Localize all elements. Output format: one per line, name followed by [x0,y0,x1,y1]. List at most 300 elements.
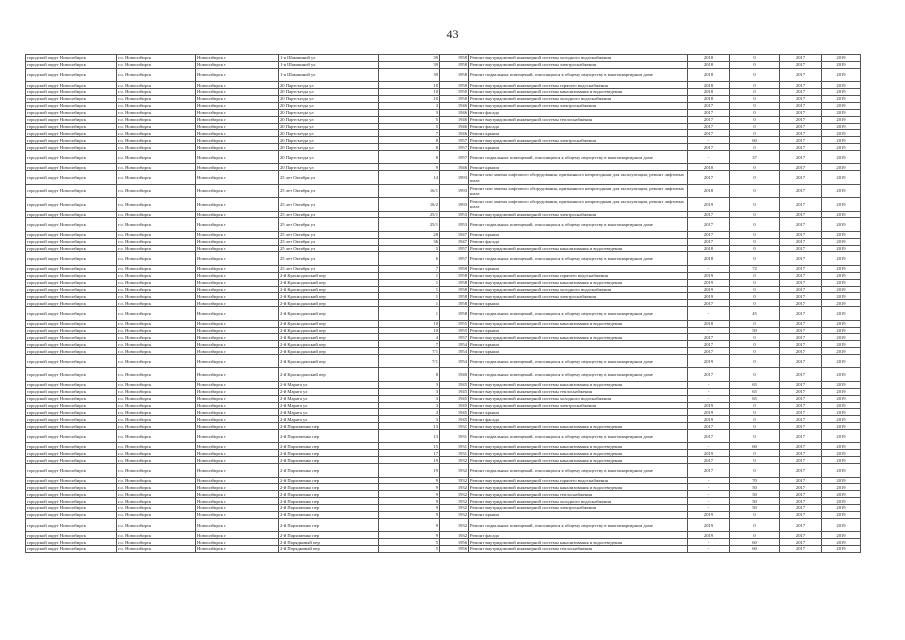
locality-cell: Новосибирск г [196,95,279,102]
period-start-cell: 2017 [780,61,822,68]
street-cell: 2-й Марата ул [279,381,379,388]
period-end-cell: 2019 [822,245,861,252]
locality-cell: Новосибирск г [196,245,279,252]
house-number-cell: 15 [379,443,440,450]
period-start-cell: 2017 [780,327,822,334]
work-type-cell: Ремонт внутридомовой инженерной системы холодного водоснабжения [469,498,688,505]
period-start-cell: 2017 [780,505,822,512]
locality-cell: Новосибирск г [196,231,279,238]
municipality-cell: г.о. Новосибирск [117,416,196,423]
period-end-cell: 2019 [822,95,861,102]
year-built-cell: 1946 [440,123,469,130]
locality-cell: Новосибирск г [196,539,279,546]
table-row [26,252,861,265]
planned-year-cell: 2017 [688,334,730,341]
table-row [26,218,861,231]
wear-percent-cell: 0 [730,245,780,252]
work-type-cell: Ремонт фасада [469,532,688,539]
locality-cell: Новосибирск г [196,82,279,89]
street-cell: 2-й Краснодонский пер [279,293,379,300]
year-built-cell: 1993 [440,184,469,197]
period-end-cell: 2019 [822,109,861,116]
municipal-district-cell: городской округ Новосибирск [26,151,117,164]
municipality-cell: г.о. Новосибирск [117,55,196,62]
period-start-cell: 2017 [780,164,822,171]
street-cell: 2-й Пархоменко пер [279,450,379,457]
table-row [26,137,861,144]
period-start-cell: 2017 [780,546,822,553]
street-cell: 25 лет Октября ул [279,238,379,245]
street-cell: 2-й Краснодонский пер [279,272,379,279]
locality-cell: Новосибирск г [196,409,279,416]
wear-percent-cell: 0 [730,293,780,300]
period-end-cell: 2019 [822,464,861,477]
house-number-cell: 1 [379,272,440,279]
municipality-cell: г.о. Новосибирск [117,231,196,238]
house-number-cell: 7 [379,265,440,272]
locality-cell: Новосибирск г [196,89,279,96]
work-type-cell: Ремонт подвальных помещений, относящихся к общему имуществу в многоквартирном доме [469,368,688,381]
period-start-cell: 2017 [780,484,822,491]
planned-year-cell: 2017 [688,238,730,245]
table-row [26,245,861,252]
work-type-cell: Ремонт внутридомовой инженерной системы канализования и водоотведения [469,334,688,341]
municipal-district-cell: городской округ Новосибирск [26,231,117,238]
street-cell: 2-й Пархоменко пер [279,532,379,539]
wear-percent-cell: 0 [730,55,780,62]
work-type-cell: Ремонт внутридомовой инженерной системы канализования и водоотведения [469,484,688,491]
street-cell: 25 лет Октября ул [279,211,379,218]
table-row [26,279,861,286]
municipality-cell: г.о. Новосибирск [117,539,196,546]
period-end-cell: 2019 [822,388,861,395]
wear-percent-cell: 0 [730,341,780,348]
planned-year-cell: - [688,539,730,546]
municipality-cell: г.о. Новосибирск [117,164,196,171]
street-cell: 20 Партсъезда ул [279,137,379,144]
street-cell: 2-й Порядковый пер [279,539,379,546]
planned-year-cell: 2019 [688,198,730,211]
table-row [26,498,861,505]
period-start-cell: 2017 [780,95,822,102]
municipal-district-cell: городской округ Новосибирск [26,144,117,151]
planned-year-cell: 2017 [688,368,730,381]
period-start-cell: 2017 [780,144,822,151]
planned-year-cell: 2017 [688,171,730,184]
street-cell: 20 Партсъезда ул [279,102,379,109]
locality-cell: Новосибирск г [196,334,279,341]
municipality-cell: г.о. Новосибирск [117,518,196,531]
table-row [26,164,861,171]
house-number-cell: 19 [379,464,440,477]
planned-year-cell: 2017 [688,130,730,137]
municipality-cell: г.о. Новосибирск [117,171,196,184]
period-start-cell: 2017 [780,198,822,211]
municipality-cell: г.о. Новосибирск [117,151,196,164]
period-end-cell: 2019 [822,341,861,348]
wear-percent-cell: 50 [730,327,780,334]
wear-percent-cell: 0 [730,89,780,96]
wear-percent-cell: 0 [730,198,780,211]
year-built-cell: 1931 [440,430,469,443]
house-number-cell: 7/1 [379,355,440,368]
year-built-cell: 1946 [440,109,469,116]
table-row [26,368,861,381]
municipal-district-cell: городской округ Новосибирск [26,130,117,137]
house-number-cell: 13 [379,423,440,430]
work-type-cell: Ремонт подвальных помещений, относящихся к общему имуществу в многоквартирном доме [469,307,688,320]
year-built-cell: 1945 [440,388,469,395]
street-cell: 2-й Пархоменко пер [279,430,379,443]
table-row [26,123,861,130]
work-type-cell: Ремонт подвальных помещений, относящихся к общему имуществу в многоквартирном доме [469,218,688,231]
municipality-cell: г.о. Новосибирск [117,511,196,518]
table-row [26,82,861,89]
municipality-cell: г.о. Новосибирск [117,95,196,102]
locality-cell: Новосибирск г [196,130,279,137]
work-type-cell: Ремонт внутридомовой инженерной системы теплоснабжения [469,491,688,498]
municipality-cell: г.о. Новосибирск [117,123,196,130]
wear-percent-cell: 0 [730,334,780,341]
planned-year-cell: 2017 [688,123,730,130]
planned-year-cell: - [688,484,730,491]
table-row [26,334,861,341]
table-row [26,293,861,300]
locality-cell: Новосибирск г [196,171,279,184]
locality-cell: Новосибирск г [196,416,279,423]
house-number-cell: 39 [379,68,440,81]
municipality-cell: г.о. Новосибирск [117,238,196,245]
street-cell: 2-й Порядковый пер [279,546,379,553]
work-type-cell: Ремонт внутридомовой инженерной системы канализования и водоотведения [469,381,688,388]
planned-year-cell: 2017 [688,300,730,307]
municipal-district-cell: городской округ Новосибирск [26,300,117,307]
municipal-district-cell: городской округ Новосибирск [26,430,117,443]
wear-percent-cell: 0 [730,61,780,68]
street-cell: 20 Партсъезда ул [279,89,379,96]
planned-year-cell: - [688,395,730,402]
table-row [26,130,861,137]
work-type-cell: Ремонт внутридомовой инженерной системы электроснабжения [469,402,688,409]
work-type-cell: Ремонт внутридомовой инженерной системы холодного водоснабжения [469,286,688,293]
locality-cell: Новосибирск г [196,423,279,430]
work-type-cell: Ремонт внутридомовой инженерной системы теплоснабжения [469,116,688,123]
period-start-cell: 2017 [780,109,822,116]
period-end-cell: 2019 [822,286,861,293]
locality-cell: Новосибирск г [196,518,279,531]
period-end-cell: 2019 [822,307,861,320]
locality-cell: Новосибирск г [196,464,279,477]
period-end-cell: 2019 [822,532,861,539]
work-type-cell: Ремонт внутридомовой инженерной системы канализования и водоотведения [469,423,688,430]
locality-cell: Новосибирск г [196,286,279,293]
municipality-cell: г.о. Новосибирск [117,245,196,252]
year-built-cell: 1954 [440,355,469,368]
house-number-cell: 10 [379,320,440,327]
house-number-cell: 16/1 [379,184,440,197]
period-end-cell: 2019 [822,518,861,531]
work-type-cell: Ремонт внутридомовой инженерной системы теплоснабжения [469,388,688,395]
street-cell: 2-й Краснодонский пер [279,307,379,320]
planned-year-cell: 2019 [688,286,730,293]
year-built-cell: 1932 [440,511,469,518]
year-built-cell: 1957 [440,334,469,341]
street-cell: 20 Партсъезда ул [279,151,379,164]
street-cell: 2-й Краснодонский пер [279,368,379,381]
house-number-cell: 5 [379,546,440,553]
municipal-district-cell: городской округ Новосибирск [26,293,117,300]
period-end-cell: 2019 [822,238,861,245]
year-built-cell: 1945 [440,395,469,402]
period-start-cell: 2017 [780,55,822,62]
planned-year-cell: 2019 [688,402,730,409]
house-number-cell: 3 [379,409,440,416]
municipal-district-cell: городской округ Новосибирск [26,55,117,62]
table-row [26,116,861,123]
period-start-cell: 2017 [780,265,822,272]
municipality-cell: г.о. Новосибирск [117,130,196,137]
municipality-cell: г.о. Новосибирск [117,116,196,123]
wear-percent-cell: 65 [730,381,780,388]
municipal-district-cell: городской округ Новосибирск [26,477,117,484]
work-type-cell: Ремонт крыши [469,231,688,238]
period-start-cell: 2017 [780,464,822,477]
street-cell: 25 лет Октября ул [279,171,379,184]
municipality-cell: г.о. Новосибирск [117,300,196,307]
house-number-cell: 10 [379,89,440,96]
municipal-district-cell: городской округ Новосибирск [26,320,117,327]
municipal-district-cell: городской округ Новосибирск [26,532,117,539]
street-cell: 20 Партсъезда ул [279,82,379,89]
house-number-cell: 1 [379,279,440,286]
wear-percent-cell: 0 [730,518,780,531]
work-type-cell: Ремонт внутридомовой инженерной системы электроснабжения [469,211,688,218]
municipal-district-cell: городской округ Новосибирск [26,355,117,368]
period-end-cell: 2019 [822,348,861,355]
planned-year-cell: 2018 [688,245,730,252]
municipality-cell: г.о. Новосибирск [117,82,196,89]
wear-percent-cell: 0 [730,238,780,245]
municipality-cell: г.о. Новосибирск [117,381,196,388]
locality-cell: Новосибирск г [196,293,279,300]
municipality-cell: г.о. Новосибирск [117,144,196,151]
period-start-cell: 2017 [780,477,822,484]
planned-year-cell: 2018 [688,82,730,89]
street-cell: 1-я Шамшиной ул [279,55,379,62]
table-row [26,511,861,518]
work-type-cell: Ремонт крыши [469,409,688,416]
municipal-district-cell: городской округ Новосибирск [26,68,117,81]
table-row [26,198,861,211]
planned-year-cell: 2017 [688,430,730,443]
table-row [26,450,861,457]
planned-year-cell: - [688,477,730,484]
period-end-cell: 2019 [822,218,861,231]
municipality-cell: г.о. Новосибирск [117,402,196,409]
period-start-cell: 2017 [780,137,822,144]
work-type-cell: Ремонт крыши [469,300,688,307]
period-start-cell: 2017 [780,320,822,327]
year-built-cell: 1958 [440,286,469,293]
year-built-cell: 1956 [440,539,469,546]
municipality-cell: г.о. Новосибирск [117,409,196,416]
period-end-cell: 2019 [822,443,861,450]
municipality-cell: г.о. Новосибирск [117,457,196,464]
period-start-cell: 2017 [780,116,822,123]
year-built-cell: 1956 [440,546,469,553]
work-type-cell: Ремонт внутридомовой инженерной системы канализования и водоотведения [469,443,688,450]
work-type-cell: Ремонт внутридомовой инженерной системы горячего водоснабжения [469,477,688,484]
municipality-cell: г.о. Новосибирск [117,198,196,211]
municipal-district-cell: городской округ Новосибирск [26,238,117,245]
year-built-cell: 1958 [440,307,469,320]
locality-cell: Новосибирск г [196,450,279,457]
planned-year-cell: - [688,505,730,512]
municipal-district-cell: городской округ Новосибирск [26,61,117,68]
street-cell: 25 лет Октября ул [279,245,379,252]
wear-percent-cell: 60 [730,137,780,144]
municipality-cell: г.о. Новосибирск [117,477,196,484]
period-end-cell: 2019 [822,546,861,553]
work-type-cell: Ремонт подвальных помещений, относящихся к общему имуществу в многоквартирном доме [469,68,688,81]
planned-year-cell: 2019 [688,272,730,279]
planned-year-cell: - [688,498,730,505]
planned-year-cell: 2019 [688,511,730,518]
year-built-cell: 1946 [440,130,469,137]
municipality-cell: г.о. Новосибирск [117,293,196,300]
house-number-cell: 9 [379,505,440,512]
street-cell: 2-й Марата ул [279,402,379,409]
year-built-cell: 1958 [440,55,469,62]
table-row [26,265,861,272]
house-number-cell: 1 [379,286,440,293]
table-row [26,231,861,238]
municipal-district-cell: городской округ Новосибирск [26,137,117,144]
table-row [26,423,861,430]
street-cell: 2-й Краснодонский пер [279,327,379,334]
street-cell: 2-й Краснодонский пер [279,320,379,327]
municipality-cell: г.о. Новосибирск [117,348,196,355]
locality-cell: Новосибирск г [196,395,279,402]
wear-percent-cell: 0 [730,102,780,109]
period-end-cell: 2019 [822,144,861,151]
period-end-cell: 2019 [822,320,861,327]
wear-percent-cell: 0 [730,320,780,327]
planned-year-cell: 2019 [688,279,730,286]
house-number-cell: 3 [379,381,440,388]
year-built-cell: 1932 [440,532,469,539]
work-type-cell: Ремонт фасада [469,109,688,116]
wear-percent-cell: 50 [730,498,780,505]
municipal-district-cell: городской округ Новосибирск [26,245,117,252]
locality-cell: Новосибирск г [196,532,279,539]
period-start-cell: 2017 [780,231,822,238]
period-start-cell: 2017 [780,381,822,388]
period-end-cell: 2019 [822,477,861,484]
work-type-cell: Ремонт крыши [469,327,688,334]
period-start-cell: 2017 [780,348,822,355]
municipal-district-cell: городской округ Новосибирск [26,116,117,123]
municipality-cell: г.о. Новосибирск [117,286,196,293]
work-type-cell: Ремонт фасада [469,238,688,245]
street-cell: 25 лет Октября ул [279,218,379,231]
period-start-cell: 2017 [780,388,822,395]
year-built-cell: 1958 [440,272,469,279]
street-cell: 25 лет Октября ул [279,252,379,265]
house-number-cell: 25/1 [379,211,440,218]
municipality-cell: г.о. Новосибирск [117,484,196,491]
municipal-district-cell: городской округ Новосибирск [26,457,117,464]
year-built-cell: 1958 [440,68,469,81]
street-cell: 2-й Краснодонский пер [279,348,379,355]
period-end-cell: 2019 [822,82,861,89]
work-type-cell: Ремонт внутридомовой инженерной системы канализования и водоотведения [469,450,688,457]
locality-cell: Новосибирск г [196,341,279,348]
wear-percent-cell: 0 [730,402,780,409]
municipal-district-cell: городской округ Новосибирск [26,368,117,381]
street-cell: 1-я Шамшиной ул [279,68,379,81]
table-row [26,416,861,423]
work-type-cell: Ремонт подвальных помещений, относящихся к общему имуществу в многоквартирном доме [469,151,688,164]
municipal-district-cell: городской округ Новосибирск [26,395,117,402]
period-end-cell: 2019 [822,68,861,81]
house-number-cell: 3 [379,395,440,402]
period-start-cell: 2017 [780,511,822,518]
period-end-cell: 2019 [822,130,861,137]
period-start-cell: 2017 [780,443,822,450]
period-end-cell: 2019 [822,327,861,334]
year-built-cell: 1932 [440,464,469,477]
locality-cell: Новосибирск г [196,546,279,553]
period-start-cell: 2017 [780,341,822,348]
period-start-cell: 2017 [780,498,822,505]
locality-cell: Новосибирск г [196,144,279,151]
wear-percent-cell: 50 [730,505,780,512]
period-end-cell: 2019 [822,368,861,381]
municipality-cell: г.о. Новосибирск [117,68,196,81]
table-row [26,484,861,491]
locality-cell: Новосибирск г [196,498,279,505]
year-built-cell: 1955 [440,327,469,334]
house-number-cell: 7/1 [379,348,440,355]
municipal-district-cell: городской округ Новосибирск [26,491,117,498]
capital-repair-register-table [25,54,861,553]
locality-cell: Новосибирск г [196,300,279,307]
street-cell: 2-й Пархоменко пер [279,423,379,430]
locality-cell: Новосибирск г [196,211,279,218]
table-row [26,95,861,102]
wear-percent-cell: 0 [730,416,780,423]
locality-cell: Новосибирск г [196,116,279,123]
period-end-cell: 2019 [822,171,861,184]
year-built-cell: 1931 [440,423,469,430]
municipal-district-cell: городской округ Новосибирск [26,409,117,416]
planned-year-cell: - [688,443,730,450]
municipality-cell: г.о. Новосибирск [117,355,196,368]
locality-cell: Новосибирск г [196,388,279,395]
municipality-cell: г.о. Новосибирск [117,327,196,334]
street-cell: 20 Партсъезда ул [279,116,379,123]
municipality-cell: г.о. Новосибирск [117,265,196,272]
work-type-cell: Ремонт внутридомовой инженерной системы канализования и водоотведения [469,320,688,327]
house-number-cell: 9 [379,164,440,171]
period-end-cell: 2019 [822,416,861,423]
street-cell: 2-й Пархоменко пер [279,505,379,512]
municipal-district-cell: городской округ Новосибирск [26,443,117,450]
work-type-cell: Ремонт внутридомовой инженерной системы электроснабжения [469,505,688,512]
planned-year-cell: 2019 [688,409,730,416]
work-type-cell: Ремонт крыши [469,144,688,151]
